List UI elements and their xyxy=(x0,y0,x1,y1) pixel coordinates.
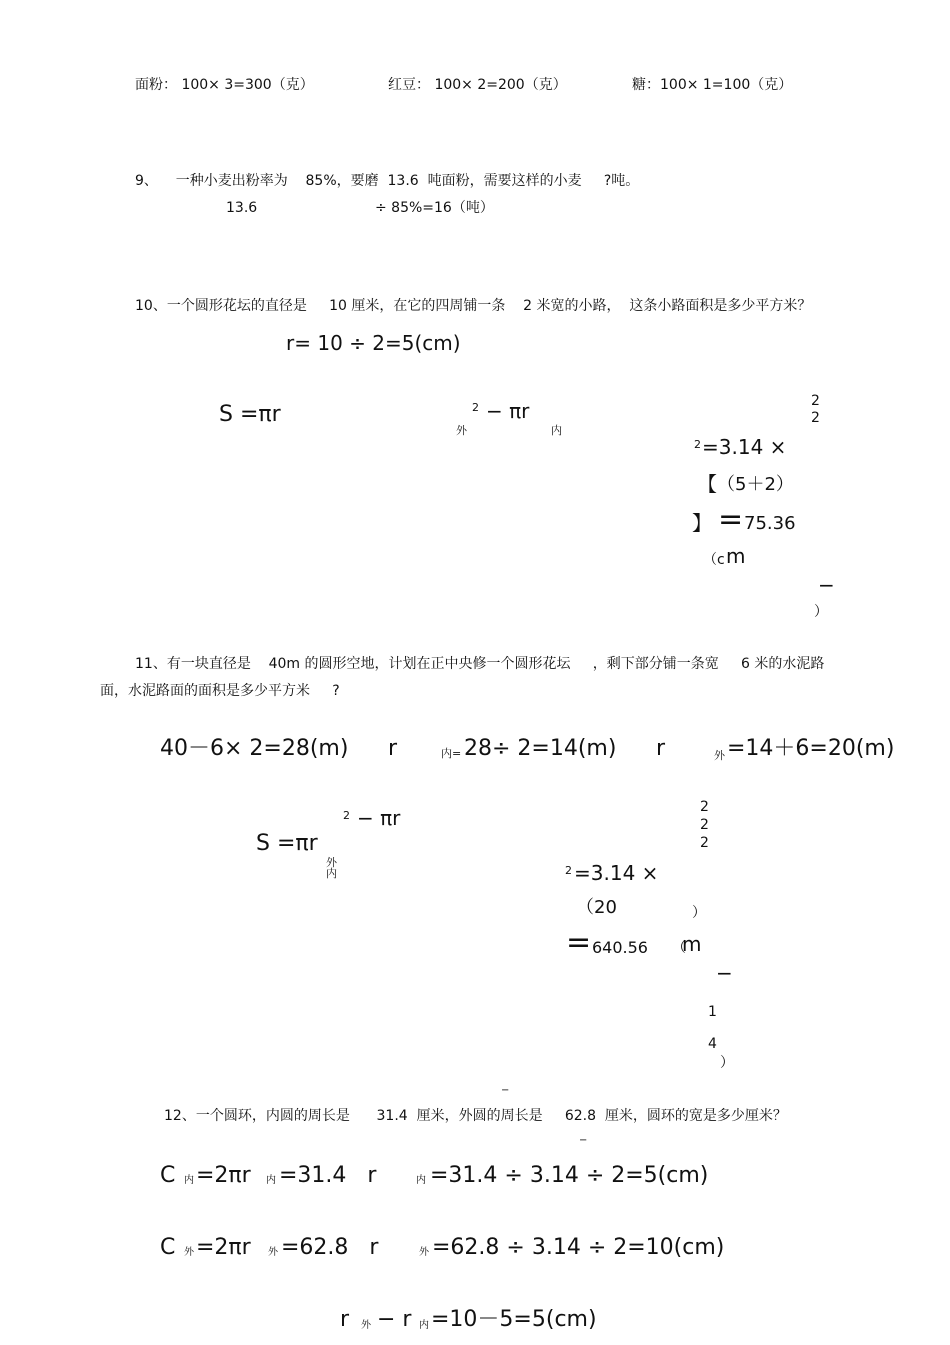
q12-l1-mid: =2πr xyxy=(196,1163,251,1188)
q10-minus-pr: − πr xyxy=(486,399,530,423)
q12-l1-res: =31.4 ÷ 3.14 ÷ 2=5(cm) xyxy=(430,1163,709,1188)
q11-exp-a: 2 xyxy=(700,799,709,815)
q11-r1: r xyxy=(388,736,398,761)
q10-bracket-open: 【 xyxy=(697,472,717,496)
q12-l3-r1: r xyxy=(340,1307,350,1332)
q12-l3-sub1: 外 xyxy=(361,1320,371,1331)
q12-l2-mid: =2πr xyxy=(196,1235,251,1260)
q11-r2: r xyxy=(656,736,666,761)
q11-unit-open: （ xyxy=(672,940,686,956)
q11-calc2: 28÷ 2=14(m) xyxy=(464,736,617,761)
q10-unit-close: ） xyxy=(814,604,828,620)
q12-l1-sub2: 内 xyxy=(266,1175,276,1186)
q12-l2-val: =62.8 r xyxy=(281,1235,379,1260)
q11-sup2-b: 2 xyxy=(565,864,572,877)
q10-radius: r= 10 ÷ 2=5(cm) xyxy=(286,331,461,355)
q12-l2-res: =62.8 ÷ 3.14 ÷ 2=10(cm) xyxy=(432,1235,725,1260)
beans-calc: 红豆： 100× 2=200（克） xyxy=(388,77,567,93)
q12-l2-c: C xyxy=(160,1235,176,1260)
q11-paren-close: ） xyxy=(692,905,706,921)
q11-num-1: 1 xyxy=(708,1004,717,1020)
q12-mark-a: − xyxy=(501,1085,510,1096)
q12-l2-sub3: 外 xyxy=(419,1247,429,1258)
q11-question-line1: 11、有一块直径是 40m 的圆形空地，计划在正中央修一个圆形花坛 ，剩下部分铺一条宽 6 米的水泥路 xyxy=(135,656,825,672)
q11-eq-pi: =3.14 × xyxy=(574,861,659,885)
q11-unit-close: ） xyxy=(720,1055,734,1071)
q10-dash: − xyxy=(818,573,835,597)
q11-result: 640.56 xyxy=(592,938,648,957)
q10-sub-inner: 内 xyxy=(551,424,562,437)
q10-question: 10、一个圆形花坛的直径是 10 厘米，在它的四周铺一条 2 米宽的小路， 这条小路面积是多少平方米？ xyxy=(135,298,812,314)
q12-l2-sub2: 外 xyxy=(268,1247,278,1258)
q10-unit-open: （c xyxy=(703,552,725,568)
q10-paren-sum: （5＋2） xyxy=(717,474,794,495)
q11-calc1: 40－6× 2=28(m) xyxy=(160,736,349,761)
q10-area-left: S =πr xyxy=(219,402,281,427)
q11-paren-20: （20 xyxy=(576,897,617,918)
q10-sup2-a: 2 xyxy=(472,401,479,414)
q10-sub-outer: 外 xyxy=(456,424,467,437)
q12-l3-sub2: 内 xyxy=(419,1320,429,1331)
q11-sub-inner-eq: 内= xyxy=(441,747,462,760)
q11-question-line2: 面，水泥路面的面积是多少平方米 ? xyxy=(100,683,340,699)
sugar-calc: 糖：100× 1=100（克） xyxy=(632,77,793,93)
q11-exp-c: 2 xyxy=(700,835,709,851)
q11-sup2-a: 2 xyxy=(343,809,350,822)
q12-l1-sub1: 内 xyxy=(184,1175,194,1186)
q10-bracket-close: 】 xyxy=(692,511,712,535)
q11-unit-m: m xyxy=(682,932,702,956)
q11-dash: − xyxy=(716,961,733,985)
q12-mark-b: − xyxy=(579,1135,588,1146)
q12-l3-minus: − r xyxy=(377,1307,412,1332)
q11-sub-outer2: 外 xyxy=(326,856,337,869)
q10-result: 75.36 xyxy=(744,513,796,534)
q12-l1-c: C xyxy=(160,1163,176,1188)
q11-sub-outer: 外 xyxy=(714,749,725,762)
q9-calc-a: 13.6 xyxy=(226,200,258,216)
q11-area-left: S =πr xyxy=(256,831,318,856)
q10-eq-pi: =3.14 × xyxy=(702,435,787,459)
q9-question: 9、 一种小麦出粉率为 85%，要磨 13.6 吨面粉，需要这样的小麦 ?吨。 xyxy=(135,173,640,189)
q10-big-eq: = xyxy=(718,502,744,537)
q12-question: 12、一个圆环，内圆的周长是 31.4 厘米，外圆的周长是 62.8 厘米，圆环的宽是多少厘米？ xyxy=(164,1108,787,1124)
q11-num-4: 4 xyxy=(708,1036,717,1052)
q11-sub-inner2: 内 xyxy=(326,867,337,880)
q12-l1-sub3: 内 xyxy=(416,1175,426,1186)
q12-l2-sub1: 外 xyxy=(184,1247,194,1258)
q12-l3-res: =10－5=5(cm) xyxy=(431,1307,597,1332)
q11-big-eq: = xyxy=(566,925,592,960)
q12-l1-val: =31.4 r xyxy=(279,1163,377,1188)
q11-calc3: =14＋6=20(m) xyxy=(727,736,895,761)
flour-calc: 面粉： 100× 3=300（克） xyxy=(135,77,314,93)
q11-minus-pr: − πr xyxy=(357,806,401,830)
q10-exp-b: 2 xyxy=(811,410,820,426)
q10-unit-m: m xyxy=(726,544,746,568)
q10-sup2-b: 2 xyxy=(694,438,701,451)
q10-exp-a: 2 xyxy=(811,393,820,409)
q11-exp-b: 2 xyxy=(700,817,709,833)
q9-calc-b: ÷ 85%=16（吨） xyxy=(375,200,494,216)
